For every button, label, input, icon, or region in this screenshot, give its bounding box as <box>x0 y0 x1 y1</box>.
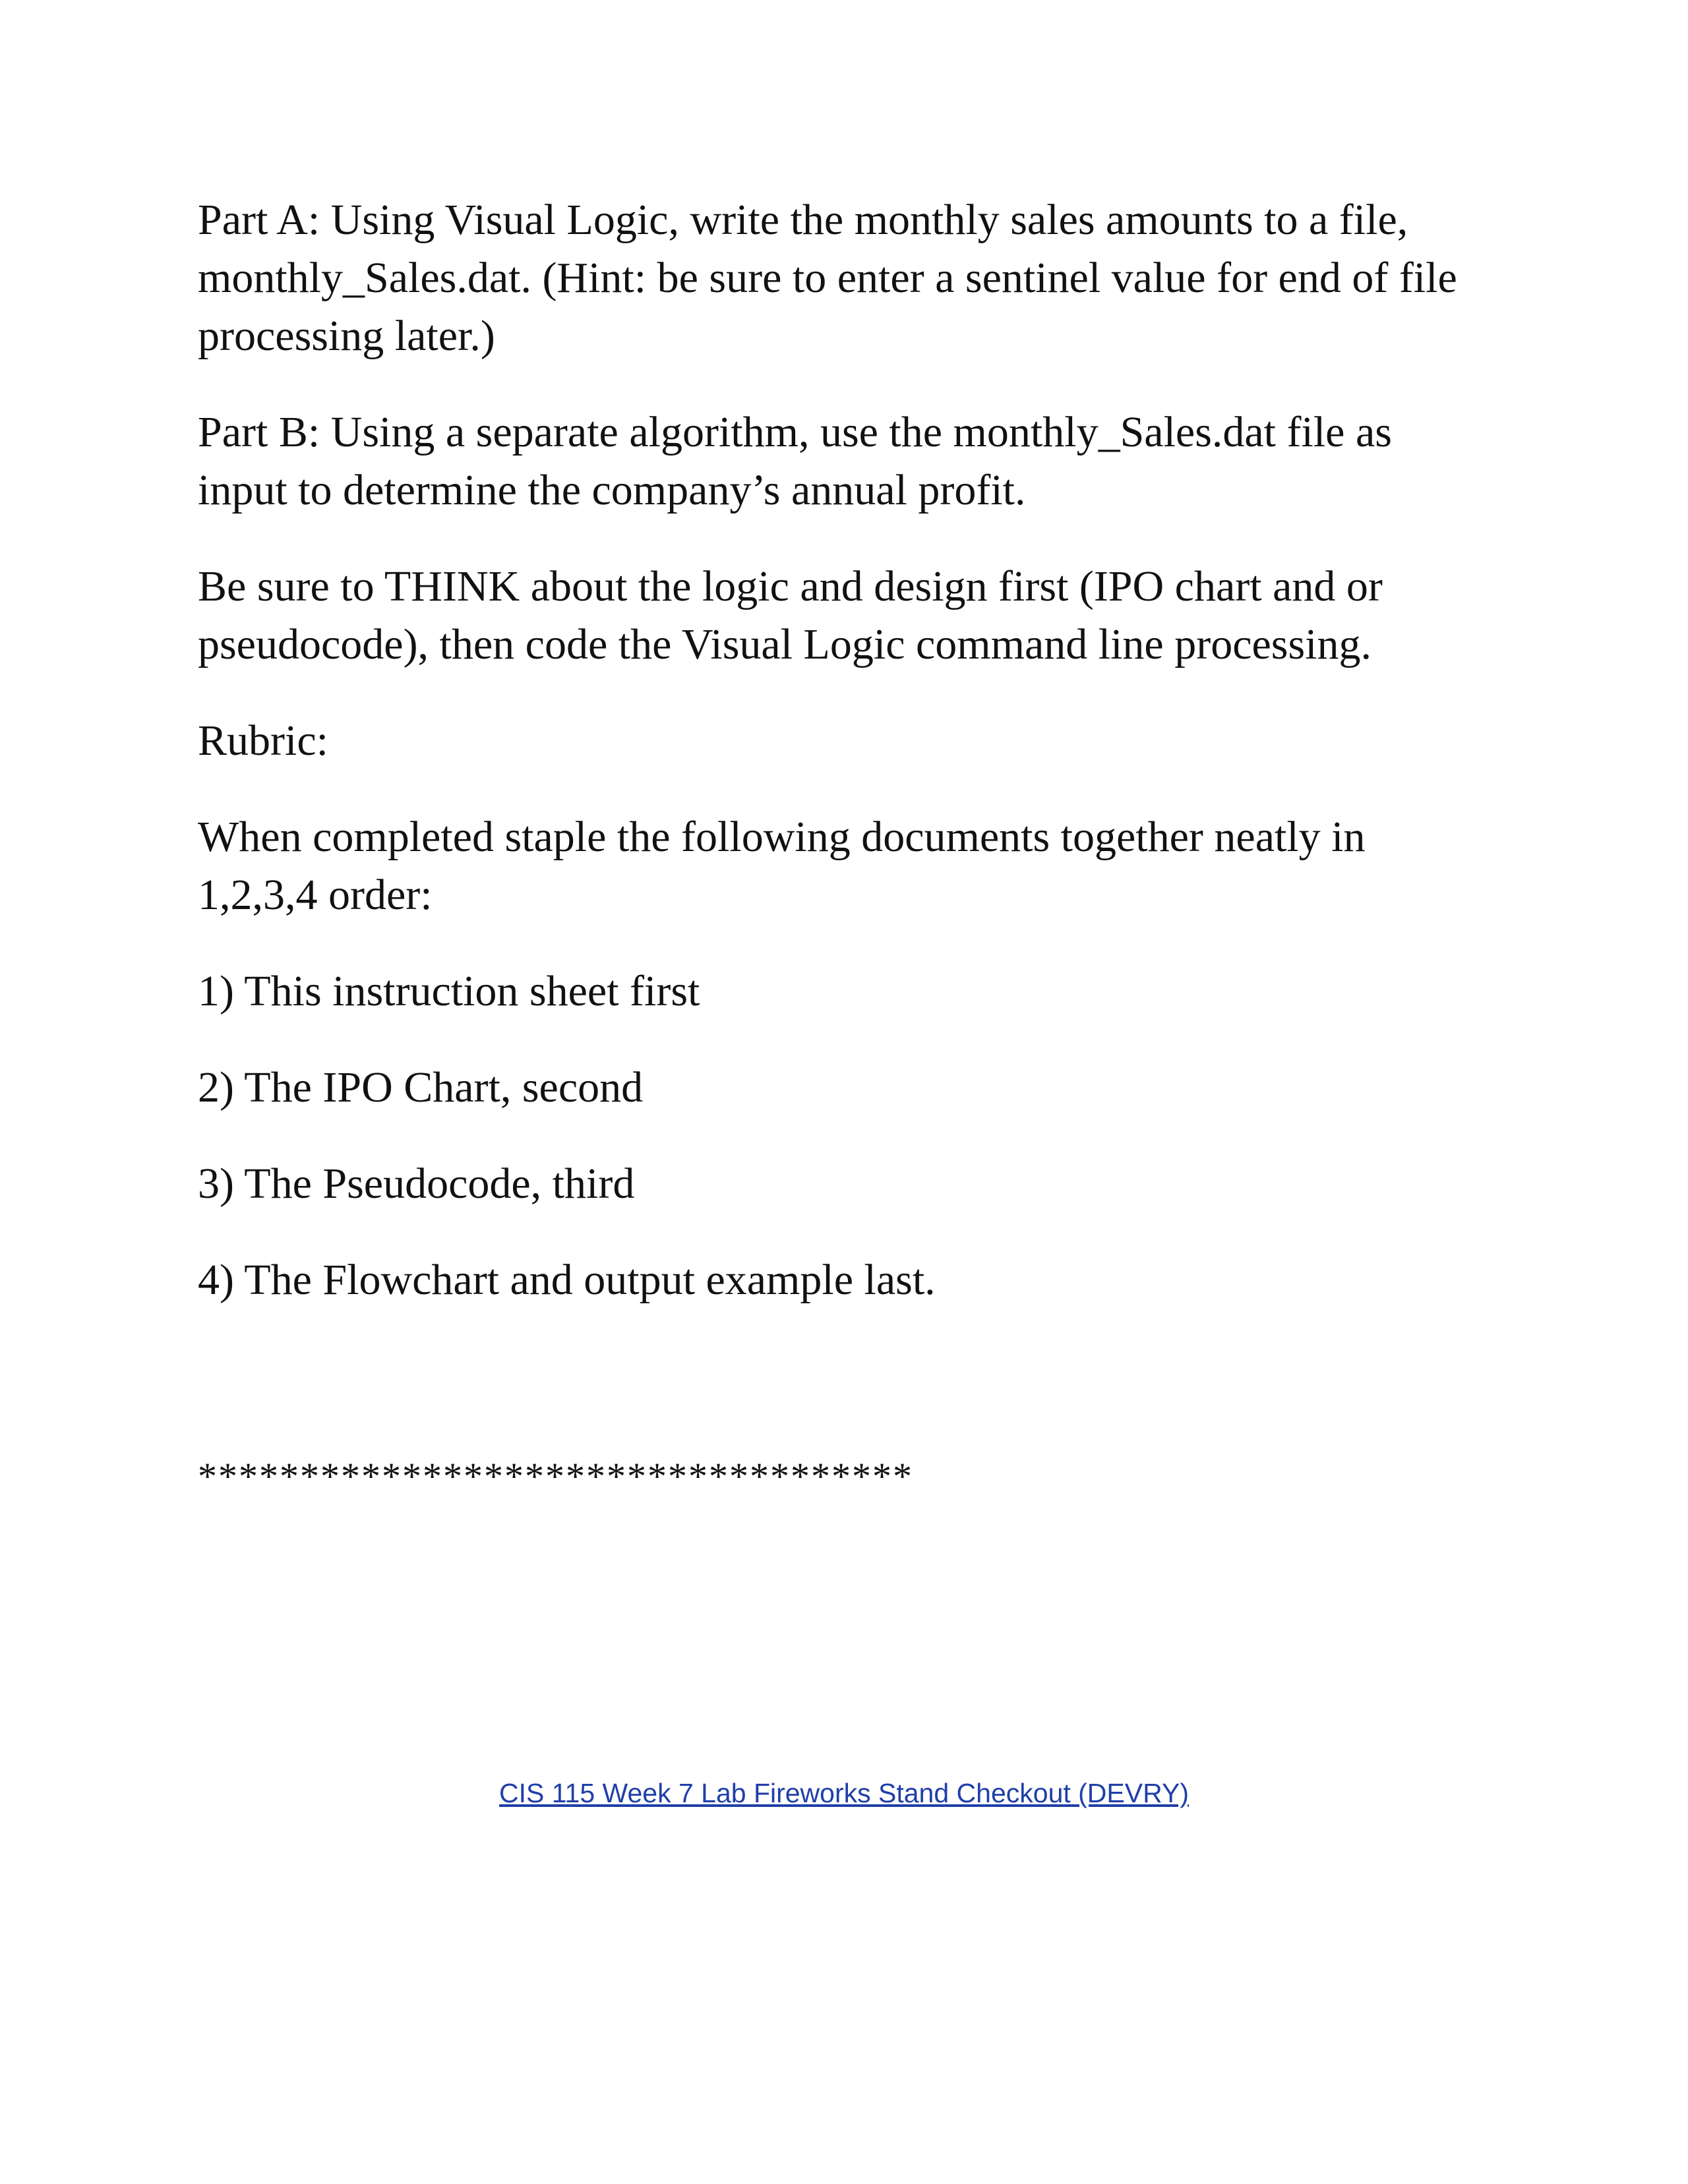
footer-link[interactable]: CIS 115 Week 7 Lab Fireworks Stand Checkout (DEVRY) <box>499 1778 1189 1808</box>
list-item-4: 4) The Flowchart and output example last. <box>198 1256 936 1304</box>
list-item-3: 3) The Pseudocode, third <box>198 1160 635 1208</box>
staple-paragraph <box>198 808 1503 924</box>
footer <box>0 1773 1688 1813</box>
staple-line-2: 1,2,3,4 order: <box>198 871 433 919</box>
part-a-line-2: monthly_Sales.dat. (Hint: be sure to enter a sentinel value for end of file <box>198 254 1457 302</box>
think-line-2: pseudocode), then code the Visual Logic command line processing. <box>198 620 1372 668</box>
part-b-line-1: Part B: Using a separate algorithm, use the monthly_Sales.dat file as <box>198 408 1392 456</box>
document-body <box>198 191 1503 1506</box>
part-a-line-1: Part A: Using Visual Logic, write the monthly sales amounts to a file, <box>198 196 1408 244</box>
separator-line: *********************************** <box>198 1455 913 1498</box>
staple-line-1: When completed staple the following documents together neatly in <box>198 813 1366 861</box>
part-b-line-2: input to determine the company’s annual profit. <box>198 466 1026 514</box>
think-line-1: Be sure to THINK about the logic and design first (IPO chart and or <box>198 562 1383 610</box>
part-a-line-3: processing later.) <box>198 312 495 360</box>
rubric-heading: Rubric: <box>198 717 328 765</box>
part-a-paragraph <box>198 191 1503 365</box>
part-b-paragraph <box>198 403 1503 519</box>
list-item-1: 1) This instruction sheet first <box>198 967 700 1015</box>
think-paragraph <box>198 558 1503 674</box>
list-item-2: 2) The IPO Chart, second <box>198 1063 644 1111</box>
